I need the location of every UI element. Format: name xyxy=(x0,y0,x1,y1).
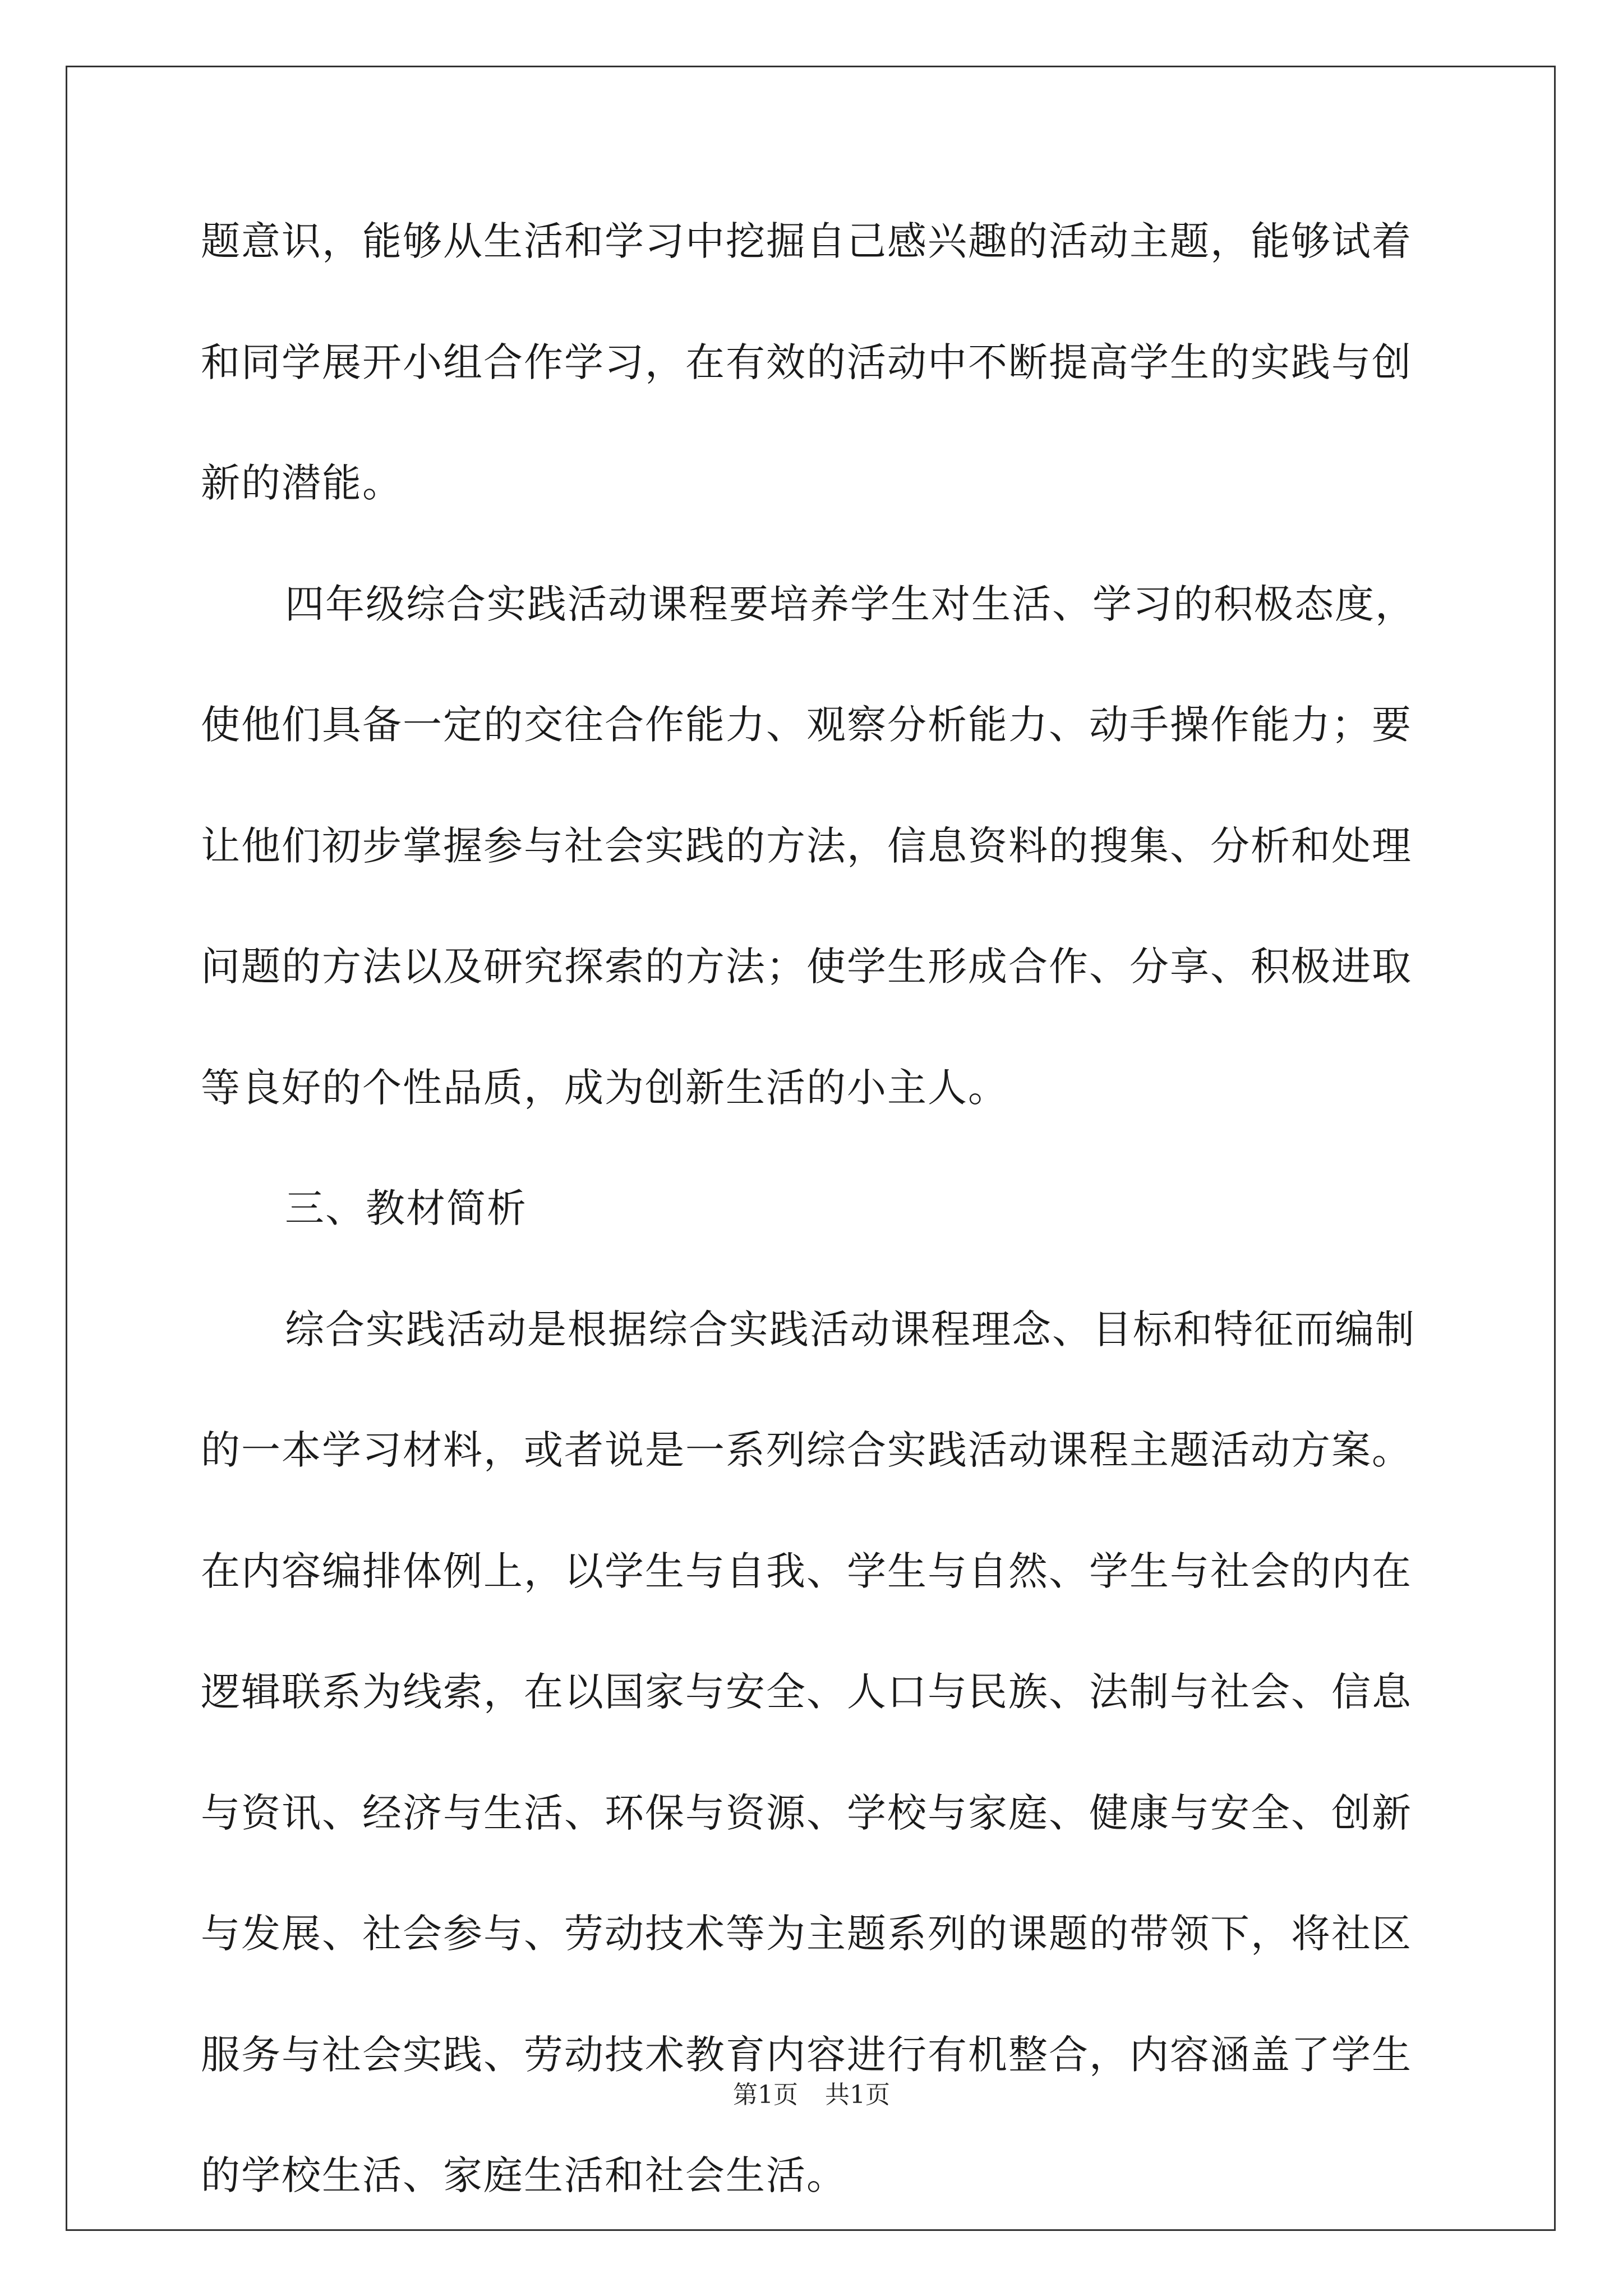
text-line: 的学校生活、家庭生活和社会生活。 xyxy=(201,2152,847,2198)
text-line: 使他们具备一定的交往合作能力、观察分析能力、动手操作能力；要 xyxy=(201,702,1412,748)
page-number-total: 共1页 xyxy=(825,2081,890,2109)
text-line: 与资讯、经济与生活、环保与资源、学校与家庭、健康与安全、创新 xyxy=(201,1789,1412,1836)
text-line: 在内容编排体例上，以学生与自我、学生与自然、学生与社会的内在 xyxy=(201,1548,1412,1594)
text-line: 问题的方法以及研究探索的方法；使学生形成合作、分享、积极进取 xyxy=(201,944,1412,990)
document-body xyxy=(201,202,1435,2257)
text-line: 让他们初步掌握参与社会实践的方法，信息资料的搜集、分析和处理 xyxy=(201,822,1412,869)
paragraph-first-line: 四年级综合实践活动课程要培养学生对生活、学习的积极态度， xyxy=(285,581,1415,627)
text-line: 与发展、社会参与、劳动技术等为主题系列的课题的带领下，将社区 xyxy=(201,1911,1412,1957)
text-line: 等良好的个性品质，成为创新生活的小主人。 xyxy=(201,1064,1008,1111)
page-number-current: 第1页 xyxy=(733,2081,798,2109)
text-line: 新的潜能。 xyxy=(201,460,403,506)
text-line: 题意识，能够从生活和学习中挖掘自己感兴趣的活动主题，能够试着 xyxy=(201,218,1412,264)
text-line: 和同学展开小组合作学习，在有效的活动中不断提高学生的实践与创 xyxy=(201,339,1412,385)
paragraph-first-line: 综合实践活动是根据综合实践活动课程理念、目标和特征而编制 xyxy=(285,1306,1415,1352)
text-line: 服务与社会实践、劳动技术教育内容进行有机整合，内容涵盖了学生 xyxy=(201,2031,1412,2078)
section-heading: 三、教材简析 xyxy=(285,1185,527,1231)
page-footer xyxy=(0,2078,1623,2112)
text-line: 的一本学习材料，或者说是一系列综合实践活动课程主题活动方案。 xyxy=(201,1427,1412,1473)
text-line: 逻辑联系为线索，在以国家与安全、人口与民族、法制与社会、信息 xyxy=(201,1669,1412,1715)
